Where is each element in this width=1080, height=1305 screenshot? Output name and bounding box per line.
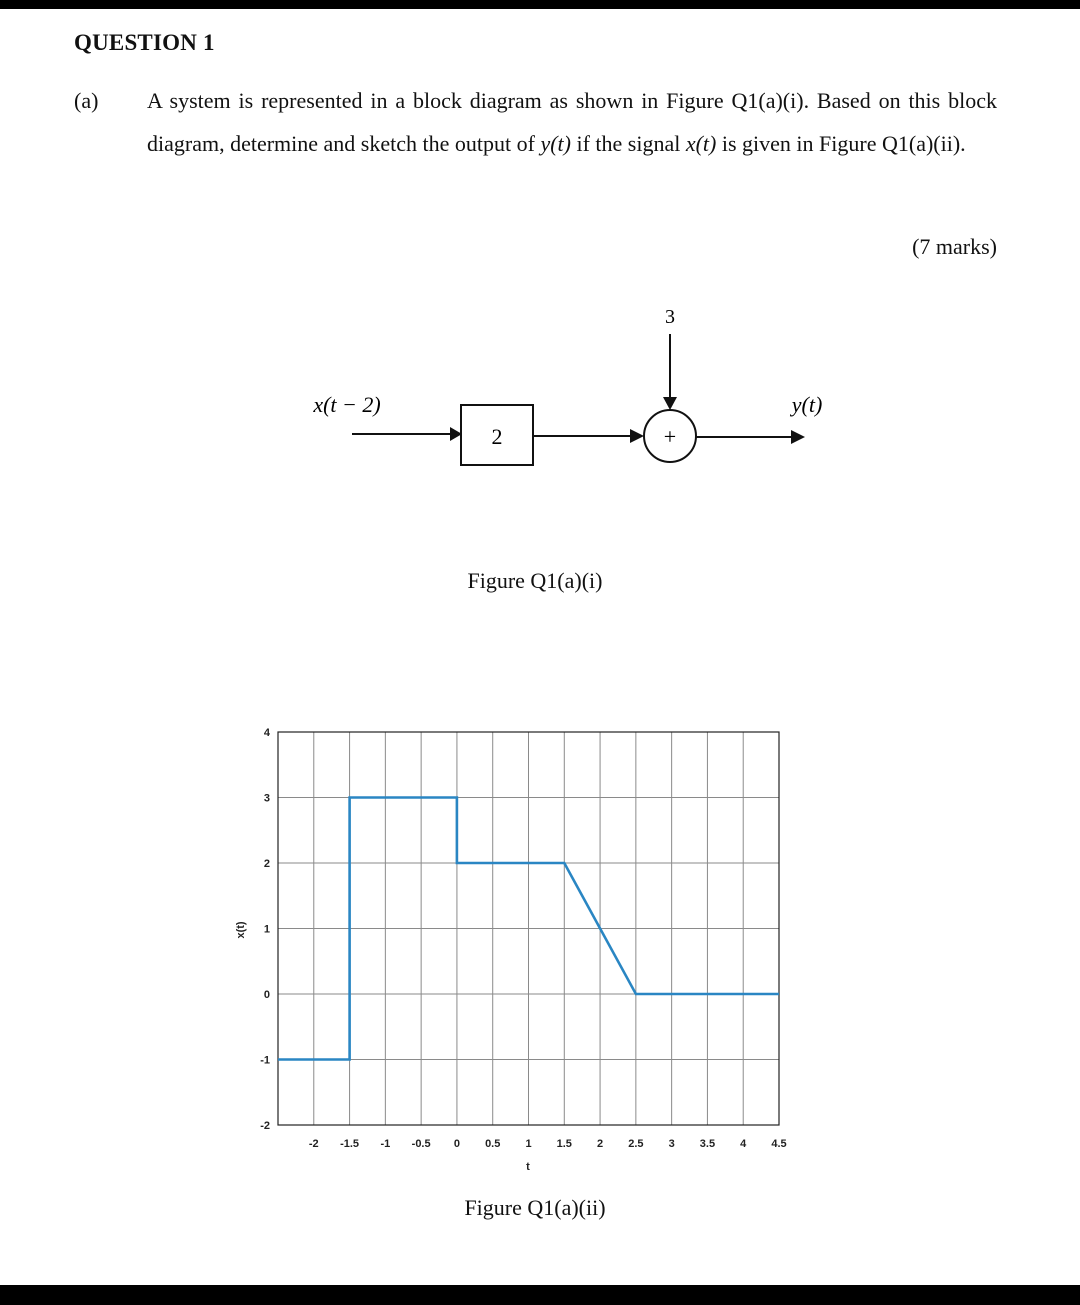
input-signal-label: x(t − 2) <box>313 392 381 417</box>
x-tick-label: 3.5 <box>699 1138 716 1150</box>
figure-caption-block-diagram: Figure Q1(a)(i) <box>467 568 603 593</box>
y-symbol: y(t) <box>540 130 571 156</box>
y-tick-label: -1 <box>260 1054 270 1067</box>
x-tick-label: -1 <box>380 1138 391 1150</box>
x-tick-label: -0.5 <box>411 1138 431 1150</box>
y-tick-label: -2 <box>260 1120 270 1132</box>
x-symbol: x(t) <box>685 130 717 156</box>
y-axis-label: x(t) <box>235 921 247 939</box>
question-text-3: is given in Figure Q1(a)(ii). <box>716 130 966 156</box>
x-tick-label: -2 <box>308 1138 319 1150</box>
figure-caption-signal: Figure Q1(a)(ii) <box>464 1195 606 1220</box>
block-diagram <box>0 290 1080 490</box>
question-text <box>147 80 997 165</box>
top-edge-bar <box>0 0 1080 9</box>
x-tick-label: 2.5 <box>628 1138 644 1150</box>
x-tick-label: 1 <box>525 1138 532 1150</box>
question-text-1: A system is represented in a block diagram as shown in Figure Q1(a)(i). Based on this block diagram, determine and sketch the output of <box>147 88 997 156</box>
x-tick-label: 1.5 <box>556 1138 572 1150</box>
gain-to-sum-arrowhead <box>630 429 644 443</box>
y-tick-label: 0 <box>263 989 270 1001</box>
gain-value: 2 <box>491 424 503 449</box>
x-tick-labels <box>309 1138 787 1150</box>
chart-grid <box>278 732 779 1125</box>
x-tick-label: 4.5 <box>771 1138 787 1150</box>
question-title: QUESTION 1 <box>74 30 215 55</box>
part-label: (a) <box>74 88 99 113</box>
x-tick-label: 0.5 <box>485 1138 501 1150</box>
constant-input-arrowhead <box>663 397 677 410</box>
summing-junction-symbol: + <box>663 424 677 449</box>
signal-chart <box>220 715 810 1180</box>
output-signal-label: y(t) <box>791 392 823 417</box>
y-tick-labels <box>260 727 271 1132</box>
y-tick-label: 1 <box>263 923 270 936</box>
x-tick-label: 3 <box>668 1138 675 1150</box>
x-tick-label: -1.5 <box>340 1138 360 1150</box>
y-tick-label: 4 <box>263 727 270 739</box>
y-tick-label: 2 <box>263 858 270 870</box>
sum-input-label: 3 <box>665 306 675 328</box>
output-arrowhead <box>791 430 805 444</box>
x-tick-label: 4 <box>740 1138 747 1150</box>
x-tick-label: 0 <box>453 1138 460 1150</box>
x-axis-label: t <box>526 1161 530 1173</box>
question-text-2: if the signal <box>570 130 686 156</box>
marks-label: (7 marks) <box>912 234 997 259</box>
y-tick-label: 3 <box>263 792 270 805</box>
bottom-edge-bar <box>0 1285 1080 1305</box>
x-tick-label: 2 <box>597 1138 604 1150</box>
